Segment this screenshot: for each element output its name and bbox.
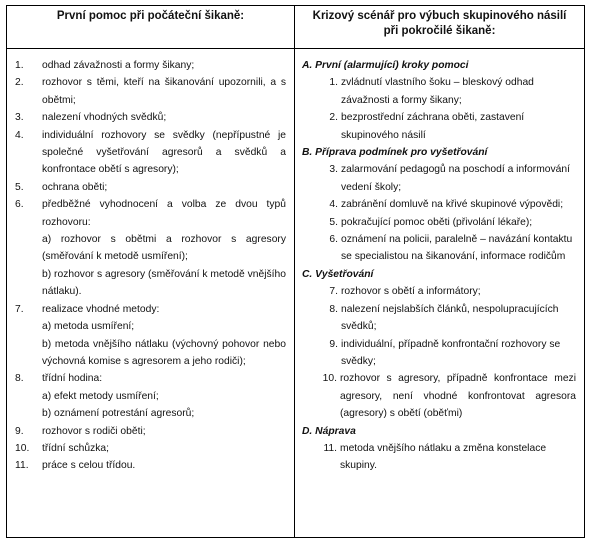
table: [6, 5, 585, 538]
right-column: [295, 6, 584, 537]
list-item: 11. metoda vnějšího nátlaku a změna konstelace skupiny.: [323, 442, 547, 472]
list-subitem: a) rozhovor s obětmi a rozhovor s agresory (směřování k metodě usmíření);: [42, 234, 286, 263]
section-title: D. Náprava: [302, 425, 356, 437]
list-item: 8. třídní hodina:: [15, 373, 103, 385]
list-item: 9. rozhovor s rodiči oběti;: [15, 425, 146, 437]
left-list: [7, 48, 294, 475]
left-heading-text: První pomoc při počáteční šikaně:: [56, 10, 245, 22]
section-title: C. Vyšetřování: [302, 268, 374, 280]
list-subitem: a) efekt metody usmíření;: [42, 390, 159, 402]
list-subitem: a) metoda usmíření;: [42, 321, 135, 333]
list-item: 5. pokračující pomoc oběti (přivolání lékaře);: [329, 216, 533, 228]
right-heading-line2: při pokročilé šikaně:: [383, 25, 496, 37]
section-title: B. Příprava podmínek pro vyšetřování: [302, 147, 488, 159]
list-item: 7. rozhovor s obětí a informátory;: [329, 286, 481, 298]
list-item: 3. zalarmování pedagogů na poschodí a informování vedení školy;: [329, 164, 570, 193]
right-heading-line1: Krizový scénář pro výbuch skupinového násilí: [312, 10, 567, 22]
list-item: 9. individuální, případně konfrontační rozhovory se svědky;: [329, 338, 561, 367]
list-item: 2. rozhovor s těmi, kteří na šikanování upozornili, a s obětmi;: [15, 77, 286, 106]
list-item: 11. práce s celou třídou.: [15, 460, 136, 472]
list-subitem: b) rozhovor s agresory (směřování k metodě vnějšího nátlaku).: [42, 268, 286, 298]
list-item: 5. ochrana oběti;: [15, 181, 108, 193]
list-item: 2. bezprostřední záchrana oběti, zastavení skupinového násilí: [329, 112, 525, 141]
list-item: 4. individuální rozhovory se svědky (nepřípustné je společné vyšetřování agresorů a svědků a konfrontace obětí s agresory);: [15, 129, 286, 176]
left-heading: [7, 6, 294, 48]
list-item: 6. předběžné vyhodnocení a volba ze dvou typů rozhovoru:: [15, 199, 286, 228]
list-item: 6. oznámení na policii, paralelně – navázání kontaktu se specialistou na šikanování, informace rodičům: [329, 234, 573, 263]
list-item: 10. třídní schůzka;: [15, 442, 109, 454]
list-item: 4. zabránění domluvě na křivé skupinové výpovědi;: [329, 199, 564, 211]
right-heading: [295, 6, 584, 48]
list-item: 8. nalezení nejslabších článků, nespolupracujících svědků;: [329, 303, 559, 333]
list-item: 10. rozhovor s agresory, případně konfrontace mezi agresory, není vhodné konfrontovat agresora (agresory) s obětí (oběťmi): [322, 373, 576, 420]
list-subitem: b) oznámení potrestání agresorů;: [42, 408, 195, 420]
list-item: 7. realizace vhodné metody:: [15, 303, 160, 315]
section-title: A. První (alarmující) kroky pomoci: [302, 60, 469, 71]
list-item: 1. odhad závažnosti a formy šikany;: [15, 60, 195, 71]
list-item: 3. nalezení vhodných svědků;: [15, 112, 167, 124]
list-subitem: b) metoda vnějšího nátlaku (výchovný pohovor nebo výchovná komise s agresorem a jeho rodiči);: [42, 338, 286, 367]
right-list: [295, 48, 584, 475]
list-item: 1. zvládnutí vlastního šoku – bleskový odhad závažnosti a formy šikany;: [329, 77, 534, 106]
left-column: [7, 6, 294, 537]
